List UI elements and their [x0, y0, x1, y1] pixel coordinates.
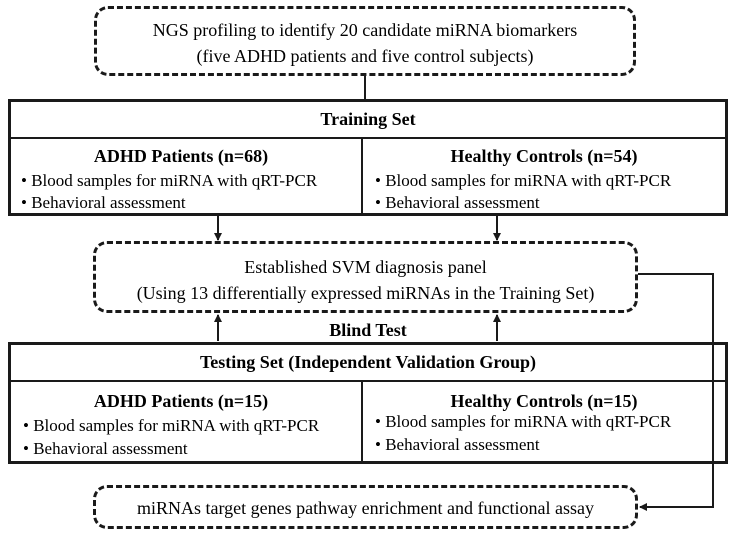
bullet-dot: • [375, 171, 381, 190]
bullet-text: Blood samples for miRNA with qRT-PCR [385, 171, 672, 190]
ngs-box-line2: (five ADHD patients and five control subjects) [196, 46, 534, 66]
bullet-dot: • [375, 193, 381, 212]
svm-box-line2: (Using 13 differentially expressed miRNAs in the Training Set) [136, 283, 595, 303]
bullet-dot: • [21, 193, 27, 212]
bullet-text: Blood samples for miRNA with qRT-PCR [33, 416, 320, 435]
training-adhd-heading: ADHD Patients (n=68) [93, 146, 269, 166]
testing-set-title: Testing Set (Independent Validation Group) [199, 352, 537, 372]
bullet-dot: • [21, 171, 27, 190]
bullet-dot: • [23, 416, 29, 435]
testing-adhd-heading: ADHD Patients (n=15) [93, 391, 269, 411]
ngs-box-line1: NGS profiling to identify 20 candidate miRNA biomarkers [152, 20, 578, 40]
bullet-dot: • [23, 439, 29, 458]
bullet-text: Behavioral assessment [385, 193, 540, 212]
bullet-dot: • [375, 435, 381, 454]
arrow-svm-to-pathway [638, 274, 713, 507]
bullet-text: Behavioral assessment [385, 435, 540, 454]
bullet-text: Blood samples for miRNA with qRT-PCR [31, 171, 318, 190]
svm-box-line1: Established SVM diagnosis panel [244, 257, 487, 277]
training-controls-heading: Healthy Controls (n=54) [450, 146, 638, 166]
bullet-dot: • [375, 412, 381, 431]
blind-test-label: Blind Test [329, 320, 407, 340]
testing-controls-heading: Healthy Controls (n=15) [450, 391, 638, 411]
bullet-text: Behavioral assessment [31, 193, 186, 212]
training-set-title: Training Set [320, 109, 416, 129]
bullet-text: Blood samples for miRNA with qRT-PCR [385, 412, 672, 431]
bullet-text: Behavioral assessment [33, 439, 188, 458]
pathway-enrichment-text: miRNAs target genes pathway enrichment and functional assay [136, 498, 595, 518]
